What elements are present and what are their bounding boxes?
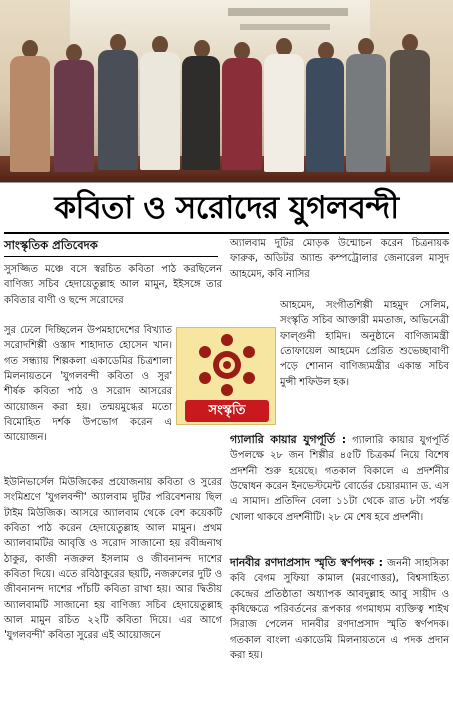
article-text-left-top: সুসজ্জিত মঞ্চে বসে স্বরচিত কবিতা পাঠ করছিলেন বাণিজ্য সচিব হেদায়েতুল্লাহ আল মামুন, ইইসঙ্গে তার কবিতার বাণী ও ছন্দে সরোদের	[4, 264, 222, 306]
gallery-text: গ্যালারি কায়ার যুগপূর্তি উপলক্ষে ২৮ জন শিল্পীর ৪৫টি চিত্রকর্ম নিয়ে বিশেষ প্রদর্শনী শুরু হয়েছে। গতকাল বিকালে এ প্রদর্শনীর উদ্বোধন করেন ইনভেস্টমেন্ট বোর্ডের চেয়ারম্যান ড. এস এ সামাদ। প্রতিদিন বেলা ১১টা থেকে রাত ৮টা পর্যন্ত খোলা থাকবে প্রদর্শনীটি। ২৮ মে শেষ হবে প্রদর্শনী।	[230, 435, 450, 523]
award-text: জননী সাহসিকা কবি বেগম সুফিয়া কামাল (মরণোত্তর), বিশ্বসাহিত্য কেন্দ্রের প্রতিষ্ঠাতা অধ্যাপক আবদুল্লাহ আবু সায়ীদ ও কৃষিক্ষেত্রে পরিবর্তনের রূপকার গণমাধ্যম ব্যক্তিত্ব শাইখ সিরাজ পেলেন দানবীর রণদাপ্রসাদ স্মৃতি স্বর্ণপদক। গতকাল বাংলা একাডেমি মিলনায়তনে এ পদক প্রদান করা হয়।	[230, 558, 449, 662]
culture-logo	[176, 327, 276, 425]
headline: কবিতা ও সরোদের যুগলবন্দী	[54, 190, 399, 226]
article-text-left-bottom: ইউনিভার্সেল মিউজিকের প্রযোজনায় কবিতা ও সুরের সংমিশ্রণে 'যুগলবন্দী' অ্যালবাম দুটির পরিবেশনায় ছিল টাইম মিউজিক। আসরে অ্যালবাম থেকে বেশ কয়েকটি কবিতা পাঠ করেন হেদায়েতুল্লাহ আল মামুন। প্রথম অ্যালবামটির আবৃত্তি ও সরোদ সাজানো হয় রবীন্দ্রনাথ ঠাকুর, কাজী নজরুল ইসলাম ও জীবনানন্দ দাশের কবিতা দিয়ে। এতে রবিঠাকুরের ছয়টি, নজরুলের দুটি ও জীবনানন্দ দাশের পাঁচটি কবিতা রাখা হয়। আর দ্বিতীয় অ্যালবামটি সাজানো হয় বাণিজ্য সচিব হেদায়েতুল্লাহ আল মামুন রচিত ২২টি কবিতা দিয়ে। এর আগে 'যুগলবন্দী' কবিতা সুরের এই আয়োজনে	[4, 477, 222, 642]
award-subhead: দানবীর রণদাপ্রসাদ স্মৃতি স্বর্ণপদক :	[230, 556, 383, 569]
banner-lettering	[240, 24, 330, 30]
byline: সাংস্কৃতিক প্রতিবেদক	[4, 238, 98, 252]
award-section	[230, 555, 449, 663]
gallery-subhead: গ্যালারি কায়ার যুগপূর্তি :	[230, 433, 346, 446]
byline-rule	[4, 256, 218, 257]
ornament-icon	[183, 332, 271, 398]
article-text-right-top: অ্যালবাম দুটির মোড়ক উন্মোচন করেন চিত্রনায়ক ফারুক, অডিটর অ্যান্ড কম্পট্রোলার জেনারেল মাসুদ আহমেদ, কবি নাসির	[230, 238, 449, 280]
culture-label: সংস্কৃতি	[185, 400, 269, 422]
article-text-right-narrow: আহমেদ, সংগীতশিল্পী মাহমুদ সেলিম, সংস্কৃতি সচিব আক্তারী মমতাজ, অভিনেত্রী ফাল্গুনী হামিদ। অনুষ্ঠানে বাণিজ্যমন্ত্রী তোফায়েল আহমেদ প্রেরিত শুভেচ্ছাবাণী পড়ে শোনান বাণিজ্যমন্ত্রীর একান্ত সচিব মুন্সী শফিউল হক।	[280, 300, 449, 388]
article-text-left-narrow: সুর ঢেলে দিচ্ছিলেন উপমহাদেশের বিখ্যাত সরোদশিল্পী ওস্তাদ শাহাদাত হোসেন খান। গত সন্ধ্যায় শিল্পকলা একাডেমির চিত্রশালা মিলনায়তনে 'যুগলবন্দী কবিতা ও সুর' শীর্ষক কবিতা পাঠ ও সরোদ আসরের আয়োজন করা হয়। তন্ময়মুগ্ধের মতো বিমোহিত দর্শক উপভোগ করেন এ আয়োজন।	[4, 325, 172, 444]
gallery-section	[230, 432, 449, 525]
headline-rule	[4, 232, 449, 234]
banner-lettering	[228, 8, 348, 16]
event-photo	[0, 0, 453, 183]
